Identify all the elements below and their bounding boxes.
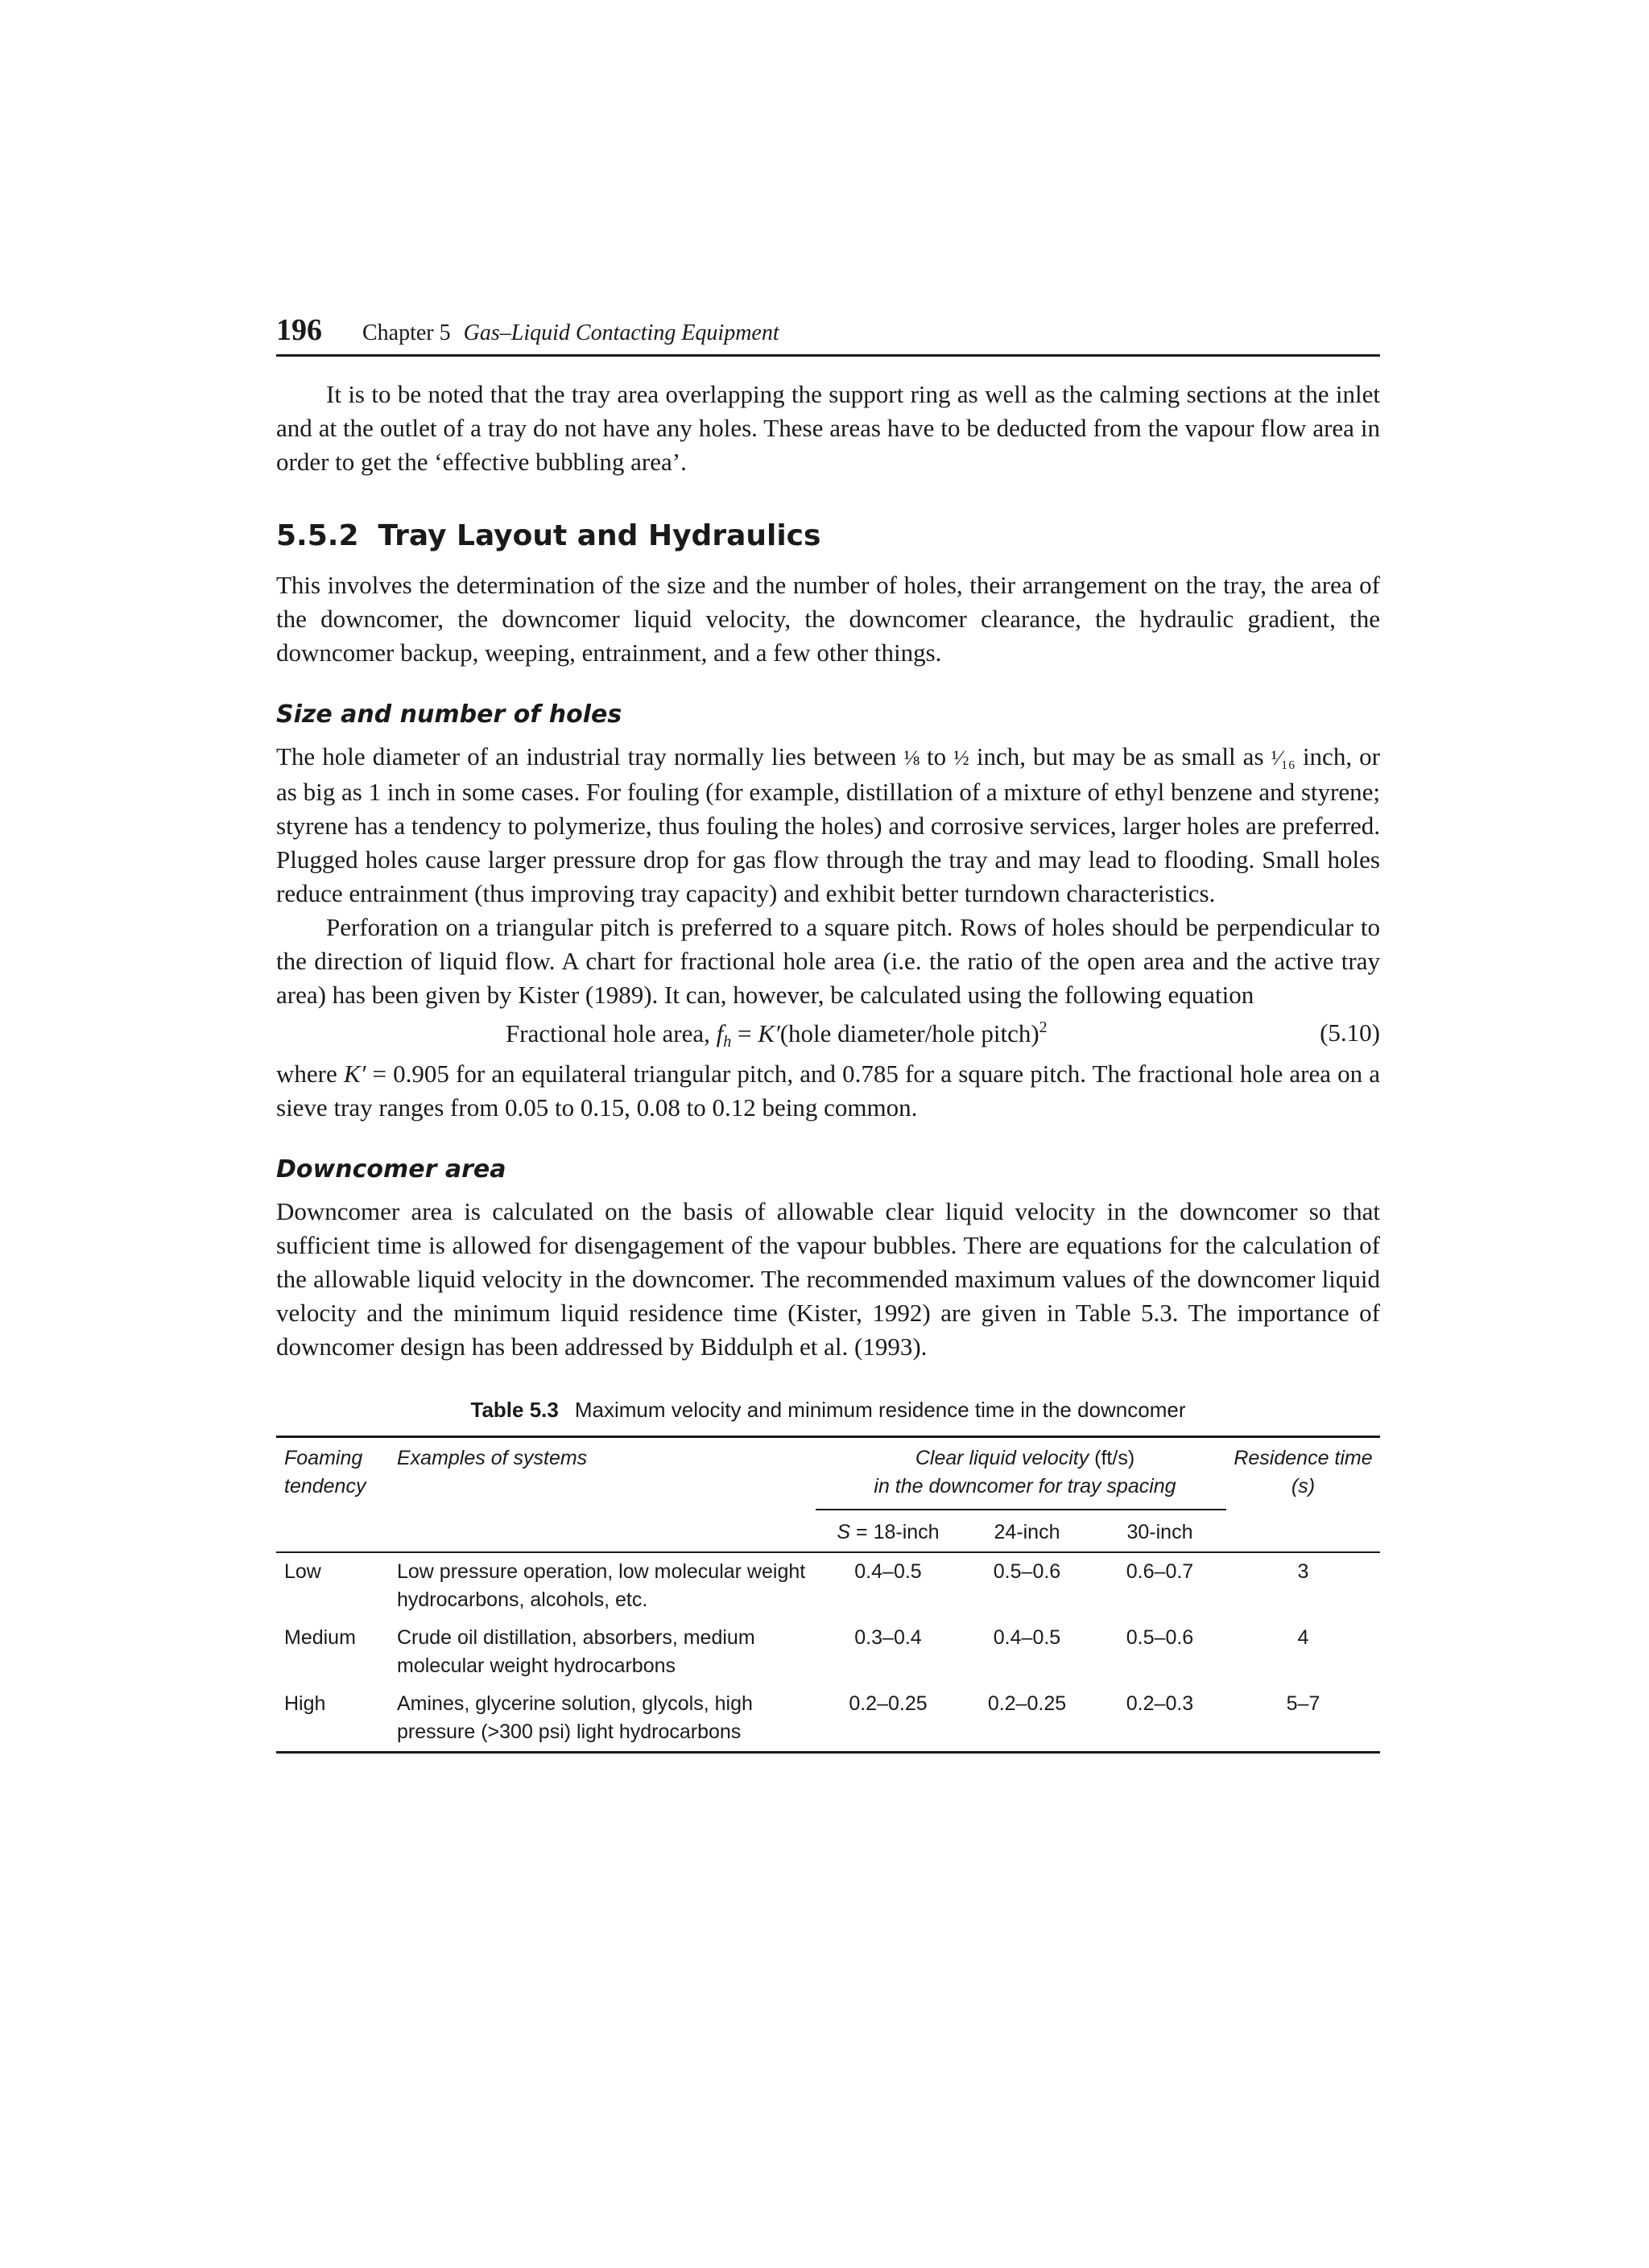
cell-velocity-24: 0.4–0.5 <box>993 1626 1061 1649</box>
cell-examples: Crude oil distillation, absorbers, medium molecular weight hydrocarbons <box>397 1626 755 1677</box>
intro-paragraph: It is to be noted that the tray area overlapping the support ring as well as the calming sections at the inlet and at the outlet of a tray do not have any holes. These areas have to be deducted from the vapour flow area in order to get the ‘effective bubbling area’. <box>276 380 1380 476</box>
header-foaming-tendency: Foaming tendency <box>276 1437 389 1553</box>
table-caption <box>276 1398 1380 1423</box>
header-examples: Examples of systems <box>389 1437 816 1553</box>
section-heading <box>276 519 1380 552</box>
table-row <box>276 1685 1380 1753</box>
fraction-one-sixteenth: ¹⁄₁₆ <box>1271 746 1296 770</box>
chapter-title: Gas–Liquid Contacting Equipment <box>463 320 779 345</box>
cell-velocity-18: 0.4–0.5 <box>854 1560 922 1583</box>
holes-paragraph-3: where K′ = 0.905 for an equilateral triangular pitch, and 0.785 for a square pitch. The fractional hole area on a sieve tray ranges from 0.05 to 0.15, 0.08 to 0.12 being common. <box>276 1060 1381 1122</box>
subheading-downcomer: Downcomer area <box>276 1155 506 1184</box>
header-residence-time: Residence time (s) <box>1226 1437 1380 1553</box>
cell-examples: Low pressure operation, low molecular weight hydrocarbons, alcohols, etc. <box>397 1560 806 1611</box>
cell-velocity-30: 0.2–0.3 <box>1126 1692 1194 1715</box>
chapter-label: Chapter 5 <box>362 320 451 345</box>
cell-velocity-24: 0.5–0.6 <box>993 1560 1061 1583</box>
running-header <box>276 312 1380 357</box>
header-clear-liquid-velocity: Clear liquid velocity (ft/s) in the downcomer for tray spacing <box>816 1437 1226 1510</box>
cell-residence: 3 <box>1297 1560 1309 1583</box>
downcomer-paragraph: Downcomer area is calculated on the basis of allowable clear liquid velocity in the downcomer so that sufficient time is allowed for disengagement of the vapour bubbles. There are equations for the calculation of the allowable liquid velocity in the downcomer. The recommended maximum values of the downcomer liquid velocity and the minimum liquid residence time (Kister, 1992) are given in Table 5.3. The importance of downcomer design has been addressed by Biddulph et al. (1993). <box>276 1197 1380 1361</box>
page-number: 196 <box>276 313 322 347</box>
cell-velocity-30: 0.6–0.7 <box>1126 1560 1194 1583</box>
cell-velocity-18: 0.2–0.25 <box>849 1692 928 1715</box>
cell-residence: 5–7 <box>1286 1692 1320 1715</box>
table-row <box>276 1619 1380 1685</box>
table-row <box>276 1552 1380 1619</box>
holes-paragraph-1: The hole diameter of an industrial tray normally lies between ⅛ to ½ inch, but may be as small as ¹⁄₁₆ inch, or as big as 1 inch in some cases. For fouling (for example, distillation of a mixture of ethyl benzene and styrene; styrene has a tendency to polymerize, thus fouling the holes) and corrosive services, larger holes are preferred. Plugged holes cause larger pressure drop for gas flow through the tray and may lead to flooding. Small holes reduce entrainment (thus improving tray capacity) and exhibit better turndown characteristics. <box>276 742 1380 907</box>
holes-paragraph-2: Perforation on a triangular pitch is preferred to a square pitch. Rows of holes should be perpendicular to the direction of liquid flow. A chart for fractional hole area (i.e. the ratio of the open area and the active tray area) has been given by Kister (1989). It can, however, be calculated using the following equation <box>276 913 1380 1009</box>
cell-velocity-18: 0.3–0.4 <box>854 1626 922 1649</box>
header-spacing-24: 24-inch <box>961 1510 1093 1552</box>
cell-foaming: Low <box>284 1560 321 1583</box>
equation-number: (5.10) <box>1320 1018 1380 1047</box>
section-paragraph: This involves the determination of the size and the number of holes, their arrangement on the tray, the area of the downcomer, the downcomer liquid velocity, the downcomer clearance, the hydraulic gradient, the downcomer backup, weeping, entrainment, and a few other things. <box>276 571 1380 667</box>
page-content <box>276 312 1380 1754</box>
equation-5-10 <box>276 1014 1380 1057</box>
fraction-one-half: ½ <box>953 746 969 770</box>
cell-velocity-30: 0.5–0.6 <box>1126 1626 1194 1649</box>
cell-examples: Amines, glycerine solution, glycols, high pressure (>300 psi) light hydrocarbons <box>397 1692 753 1743</box>
subheading-holes: Size and number of holes <box>276 700 622 729</box>
cell-foaming: Medium <box>284 1626 356 1649</box>
table-5-3 <box>276 1436 1380 1754</box>
header-spacing-30: 30-inch <box>1093 1510 1226 1552</box>
table-title: Maximum velocity and minimum residence time in the downcomer <box>574 1398 1186 1422</box>
fraction-one-eighth: ⅛ <box>903 746 920 770</box>
table-label: Table 5.3 <box>470 1398 559 1422</box>
header-spacing-18: S = 18-inch <box>816 1510 961 1552</box>
equation-expression: Fractional hole area, $f_h$ = K′(hole diameter/hole pitch)$^2$ <box>506 1018 1048 1051</box>
cell-velocity-24: 0.2–0.25 <box>987 1692 1067 1715</box>
cell-foaming: High <box>284 1692 326 1715</box>
cell-residence: 4 <box>1297 1626 1309 1649</box>
section-number: 5.5.2 <box>276 519 359 552</box>
section-title: Tray Layout and Hydraulics <box>378 519 821 552</box>
